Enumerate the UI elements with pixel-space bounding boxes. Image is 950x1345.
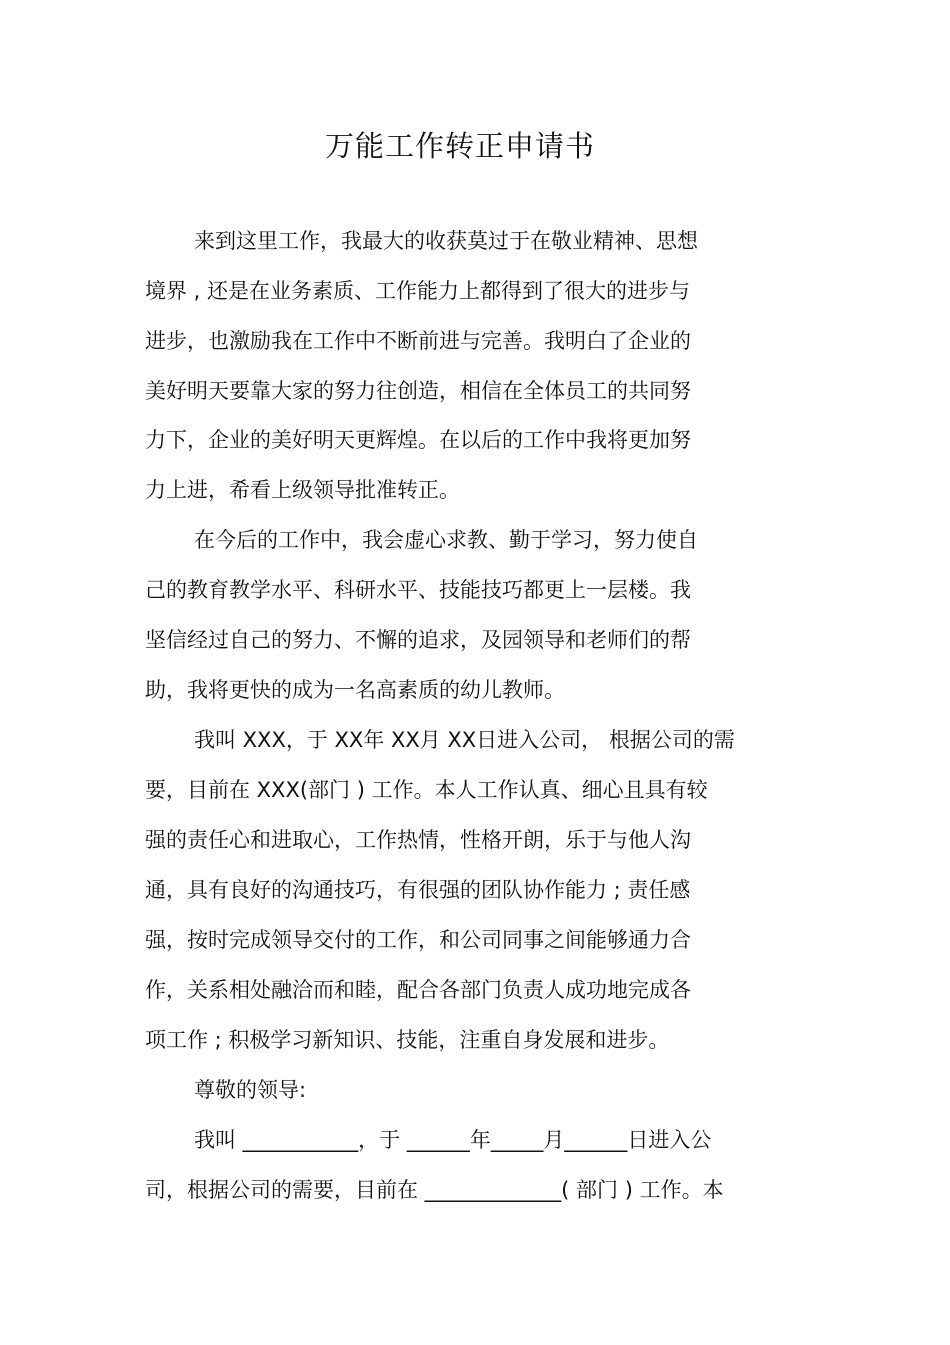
paragraph-line: 通，具有良好的沟通技巧，有很强的团队协作能力 ; 责任感 bbox=[145, 878, 691, 902]
paragraph-line: 强，按时完成领导交付的工作，和公司同事之间能够通力合 bbox=[145, 928, 691, 952]
paragraph-line: 力上进，希看上级领导批准转正。 bbox=[145, 478, 460, 502]
paragraph-line: 来到这里工作，我最大的收获莫过于在敬业精神、思想 bbox=[194, 229, 698, 253]
paragraph-line: 我叫 XXX，于 XX年 XX月 XX日进入公司， 根据公司的需 bbox=[194, 728, 735, 752]
paragraph-line: 力下，企业的美好明天更辉煌。在以后的工作中我将更加努 bbox=[145, 428, 691, 452]
paragraph-line: 司，根据公司的需要，目前在 _____________( 部门 ) 工作。本 bbox=[145, 1178, 724, 1202]
salutation: 尊敬的领导: bbox=[194, 1078, 307, 1102]
paragraph-line: 项工作 ; 积极学习新知识、技能，注重自身发展和进步。 bbox=[145, 1028, 670, 1052]
paragraph-line: 己的教育教学水平、科研水平、技能技巧都更上一层楼。我 bbox=[145, 578, 691, 602]
document-title: 万能工作转正申请书 bbox=[324, 129, 595, 163]
paragraph-line: 进步，也激励我在工作中不断前进与完善。我明白了企业的 bbox=[145, 329, 691, 353]
paragraph-line: 助，我将更快的成为一名高素质的幼儿教师。 bbox=[145, 678, 565, 702]
paragraph-line: 作，关系相处融洽而和睦，配合各部门负责人成功地完成各 bbox=[145, 978, 691, 1002]
paragraph-line: 境界 , 还是在业务素质、工作能力上都得到了很大的进步与 bbox=[145, 279, 691, 303]
paragraph-line: 要，目前在 XXX(部门 ) 工作。本人工作认真、细心且具有较 bbox=[145, 778, 708, 802]
paragraph-line: 美好明天要靠大家的努力往创造，相信在全体员工的共同努 bbox=[145, 379, 691, 403]
paragraph-line: 强的责任心和进取心，工作热情，性格开朗，乐于与他人沟 bbox=[145, 828, 691, 852]
paragraph-line: 我叫 ___________，于 ______年_____月______日进入公 bbox=[194, 1128, 712, 1152]
paragraph-line: 坚信经过自己的努力、不懈的追求，及园领导和老师们的帮 bbox=[145, 628, 691, 652]
paragraph-line: 在今后的工作中，我会虚心求教、勤于学习，努力使自 bbox=[194, 528, 698, 552]
